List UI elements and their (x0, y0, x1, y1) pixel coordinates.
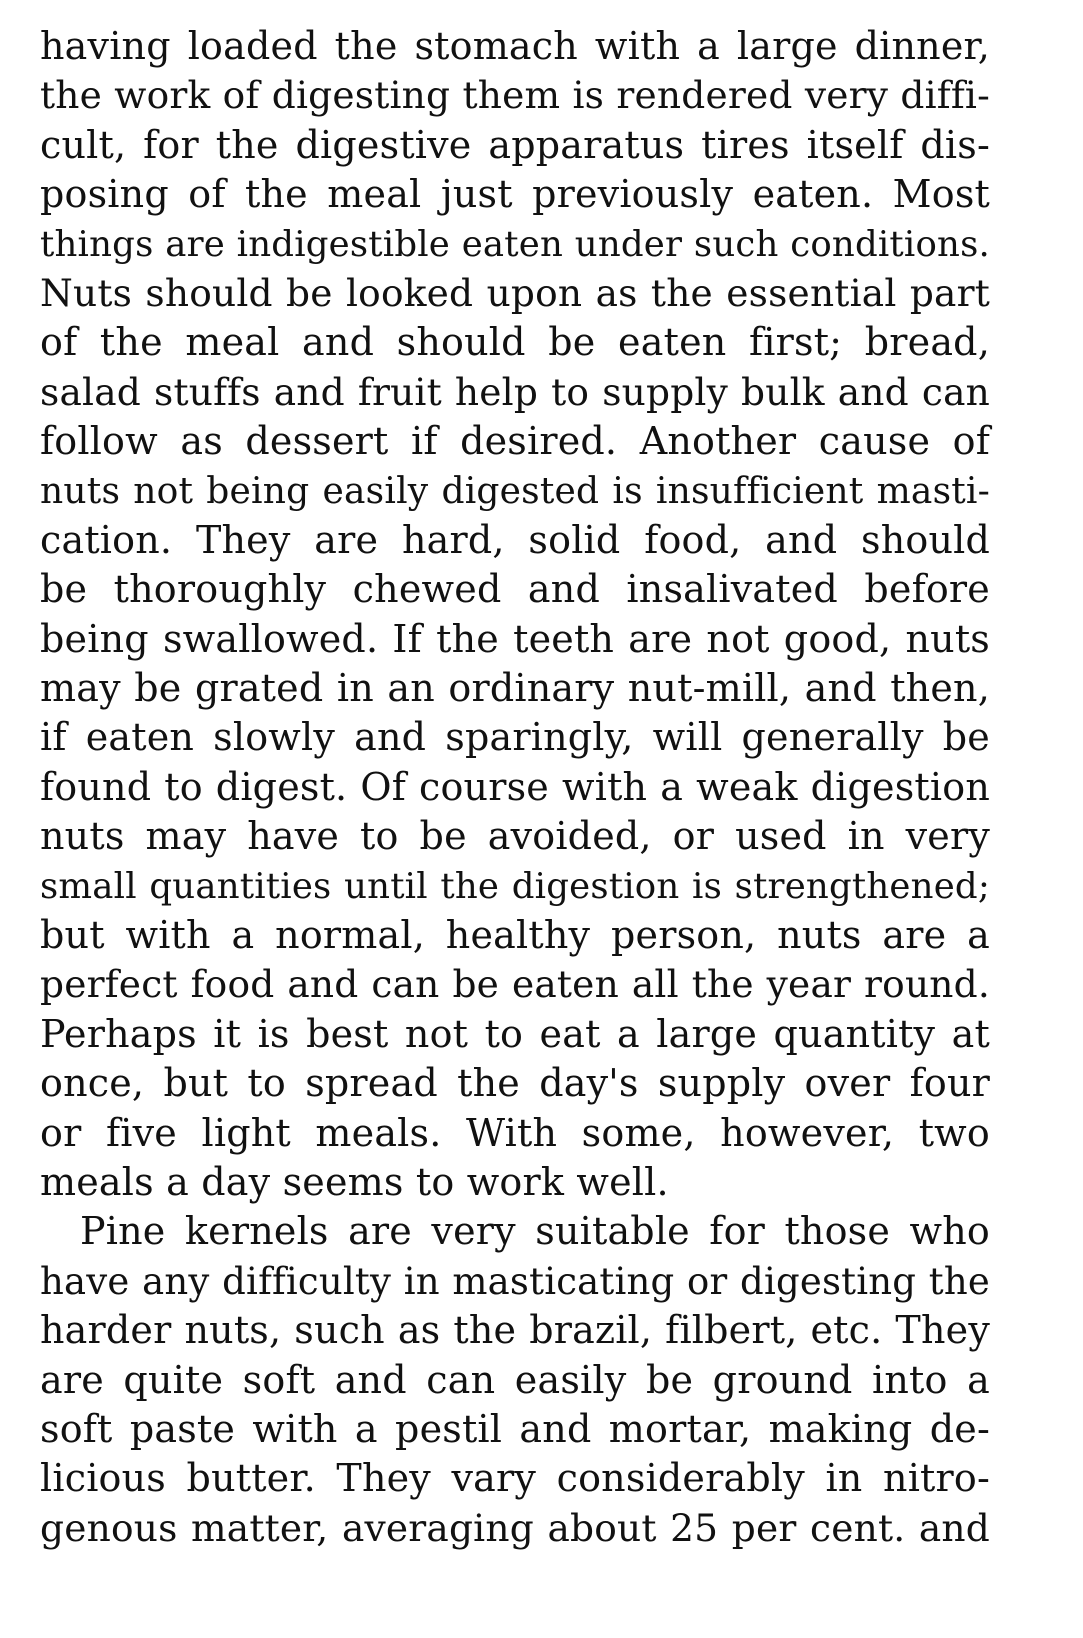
text-line: but with a normal, healthy person, nuts are a (40, 913, 990, 958)
text-line: nuts not being easily digested is insufficient masti- (40, 470, 990, 512)
text-line: things are indigestible eaten under such conditions. (40, 223, 990, 265)
text-line: having loaded the stomach with a large dinner, (40, 24, 990, 68)
text-line: the work of digesting them is rendered very diffi- (40, 73, 990, 118)
text-line: posing of the meal just previously eaten. Most (40, 172, 990, 217)
text-line: if eaten slowly and sparingly, will generally be (40, 715, 990, 760)
text-line: are quite soft and can easily be ground into a (40, 1357, 990, 1402)
text-line: have any difficulty in masticating or digesting the (40, 1259, 990, 1303)
text-line: once, but to spread the day's supply over four (40, 1061, 990, 1106)
text-line: Perhaps it is best not to eat a large quantity at (40, 1011, 990, 1056)
text-line: follow as dessert if desired. Another cause of (40, 419, 990, 464)
text-line: be thoroughly chewed and insalivated before (40, 567, 990, 612)
body-text (40, 22, 990, 1553)
text-line: Nuts should be looked upon as the essential part (40, 270, 990, 315)
text-line: licious butter. They vary considerably in nitro- (40, 1456, 990, 1501)
text-line: nuts may have to be avoided, or used in very (40, 814, 990, 859)
text-line: of the meal and should be eaten first; bread, (40, 320, 990, 365)
text-line: salad stuffs and fruit help to supply bulk and can (40, 369, 990, 414)
text-line: being swallowed. If the teeth are not good, nuts (40, 616, 990, 661)
text-line: or five light meals. With some, however, two (40, 1110, 990, 1155)
text-line: may be grated in an ordinary nut-mill, and then, (40, 666, 990, 711)
text-line: cation. They are hard, solid food, and should (40, 517, 990, 562)
text-line: found to digest. Of course with a weak digestion (40, 764, 990, 809)
text-line: genous matter, averaging about 25 per cent. and (40, 1505, 990, 1550)
text-line: harder nuts, such as the brazil, filbert, etc. They (40, 1308, 990, 1353)
text-line: cult, for the digestive apparatus tires itself dis- (40, 122, 990, 167)
text-line: perfect food and can be eaten all the year round. (40, 962, 990, 1007)
text-line: Pine kernels are very suitable for those who (80, 1209, 990, 1254)
text-line: soft paste with a pestil and mortar, making de- (40, 1406, 990, 1451)
text-line: small quantities until the digestion is strengthened; (40, 865, 990, 907)
text-line: meals a day seems to work well. (40, 1159, 669, 1204)
